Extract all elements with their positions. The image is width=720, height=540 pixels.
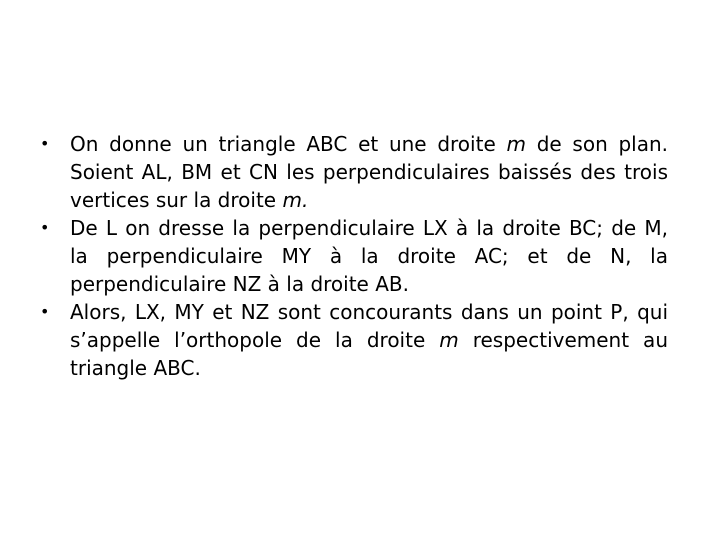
bullet-text (70, 300, 668, 380)
bullet-icon: • (40, 302, 50, 321)
text-segment: Alors, LX, MY et NZ sont concourants dans un point P, qui s’appelle l’orthopole de la droite (70, 300, 668, 352)
text-segment: De L on dresse la perpendiculaire LX à la droite BC; de M, la perpendiculaire MY à la droite AC; et de N, la perpendiculaire NZ à la droite AB. (70, 216, 668, 296)
text-segment: de son plan. Soient AL, BM et CN les perpendiculaires baissés des trois vertices sur la droite (70, 132, 669, 212)
text-segment: respectivement au triangle ABC. (70, 328, 668, 380)
bullet-icon: • (40, 134, 50, 153)
bullet-text (70, 132, 668, 212)
bullet-text (70, 216, 668, 296)
text-segment-italic: m. (282, 188, 309, 212)
bullet-item-2 (40, 214, 668, 298)
bullet-list (40, 130, 668, 382)
text-segment-italic: m (506, 132, 526, 156)
text-segment-italic: m (439, 328, 459, 352)
bullet-icon: • (40, 218, 50, 237)
bullet-item-3 (40, 298, 668, 382)
bullet-item-1 (40, 130, 668, 214)
text-segment: On donne un triangle ABC et une droite (70, 132, 507, 156)
